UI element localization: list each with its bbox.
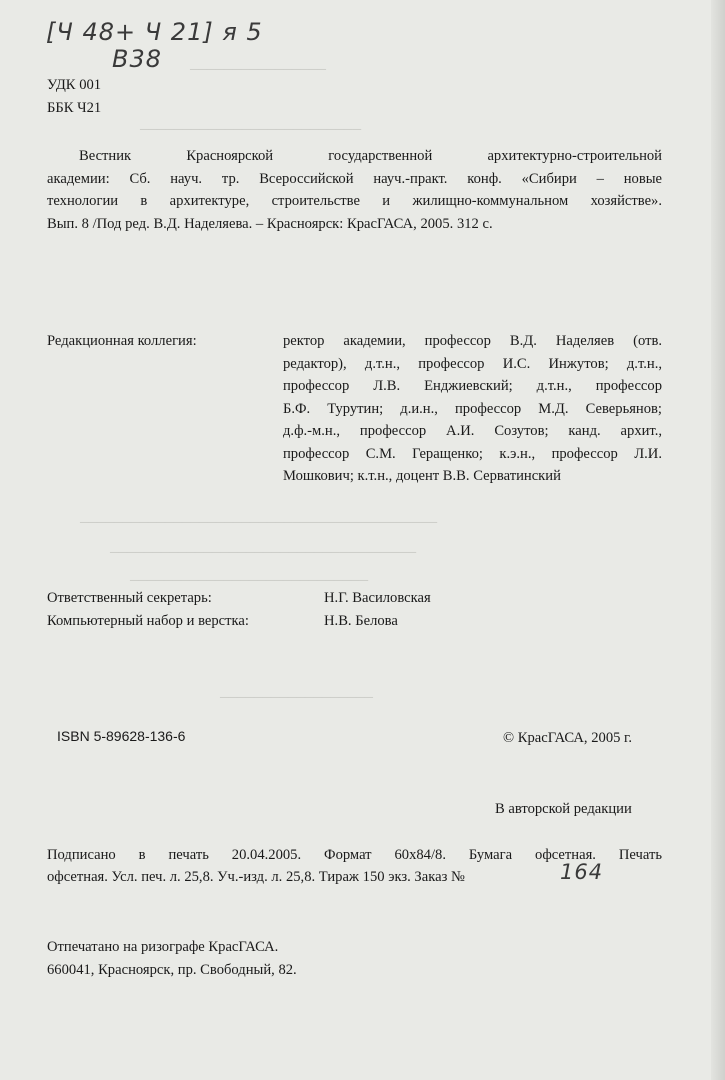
edition-note: В авторской редакции	[495, 801, 632, 817]
document-page: ──────────────── ────────────────────────── ────────────────────────────────────────── ──────────────────────────────────── ──────────────────────────── ────────────────── [Ч 48+ Ч 21] я 5 В38 УДК 001 ББК Ч21 Вестник Красноярской государственной архитектурно-строительной академии: Сб. науч. тр. Всероссийской науч.-практ. конф. «Сибири – новые технологии в архитектуре, строительстве и жилищно-коммунальном хозяйстве». Вып. 8 /Под ред. В.Д. Наделяева. – Красноярск: КрасГАСА, 2005. 312 с. Редакционная коллегия: ректор академии, профессор В.Д. Наделяев (отв. редактор), д.т.н., профессор И.С. Инжутов; д.т.н., профессор Л.В. Енджиевский; д.т.н., профессор Б.Ф. Турутин; д.и.н., профессор М.Д. Северьянов; д.ф.-м.н., профессор А.И. Созутов; канд. архит., профессор С.М. Геращенко; к.э.н., профессор Л.И. Мошкович; к.т.н., доцент В.В. Серватинский Ответственный секретарь: Н.Г. Василовская Компьютерный набор и верстка: Н.В. Белова ISBN 5-89628-136-6 © КрасГАСА, 2005 г. В авторской редакции Подписано в печать 20.04.2005. Формат 60х84/8. Бумага офсетная. Печать офсетная. Усл. печ. л. 25,8. Уч.-изд. л. 25,8. Тираж 150 экз. Заказ № 164 Отпечатано на ризографе КрасГАСА. 660041, Красноярск, пр. Свободный, 82.	[0, 0, 725, 1080]
editorial-board-label: Редакционная коллегия:	[47, 333, 197, 349]
editorial-board-members	[283, 330, 662, 488]
udk-code: УДК 001	[47, 77, 102, 93]
secretary-label: Ответственный секретарь:	[47, 590, 212, 606]
typesetting-name: Н.В. Белова	[324, 613, 398, 629]
description-line: Вып. 8 /Под ред. В.Д. Наделяева. – Красноярск: КрасГАСА, 2005. 312 с.	[47, 215, 493, 232]
editorial-line: Б.Ф. Турутин; д.и.н., профессор М.Д. Северьянов;	[283, 400, 662, 417]
editorial-line: ректор академии, профессор В.Д. Наделяев (отв.	[283, 333, 662, 349]
print-info-line: офсетная. Усл. печ. л. 25,8. Уч.-изд. л. 25,8. Тираж 150 экз. Заказ №	[47, 869, 465, 885]
typesetting-label: Компьютерный набор и верстка:	[47, 613, 249, 629]
copyright: © КрасГАСА, 2005 г.	[503, 730, 633, 746]
description-line: академии: Сб. науч. тр. Всероссийской науч.-практ. конф. «Сибири – новые	[47, 170, 662, 187]
handwritten-shelf-mark: [Ч 48+ Ч 21] я 5	[46, 18, 263, 46]
editorial-line: профессор Л.В. Енджиевский; д.т.н., профессор	[283, 378, 662, 394]
print-info-line: Подписано в печать 20.04.2005. Формат 60х84/8. Бумага офсетная. Печать	[47, 847, 662, 863]
bibliographic-description	[47, 145, 662, 235]
editorial-line: д.ф.-м.н., профессор А.И. Созутов; канд. архит.,	[283, 423, 662, 439]
isbn: ISBN 5-89628-136-6	[57, 728, 186, 744]
handwritten-call-number: В38	[112, 45, 163, 73]
page-edge-shadow	[711, 0, 725, 1080]
secretary-name: Н.Г. Василовская	[324, 590, 431, 606]
editorial-line: редактор), д.т.н., профессор И.С. Инжутов; д.т.н.,	[283, 355, 662, 372]
description-line: технологии в архитектуре, строительстве и жилищно-коммунальном хозяйстве».	[47, 193, 662, 209]
editorial-line: профессор С.М. Геращенко; к.э.н., профессор Л.И.	[283, 445, 662, 462]
handwritten-order-number: 164	[560, 860, 604, 884]
printer-name: Отпечатано на ризографе КрасГАСА.	[47, 939, 279, 955]
editorial-line: Мошкович; к.т.н., доцент В.В. Серватинский	[283, 468, 561, 484]
printer-address: 660041, Красноярск, пр. Свободный, 82.	[47, 962, 297, 978]
bbk-code: ББК Ч21	[47, 100, 102, 116]
description-line: Вестник Красноярской государственной архитектурно-строительной	[79, 148, 662, 164]
